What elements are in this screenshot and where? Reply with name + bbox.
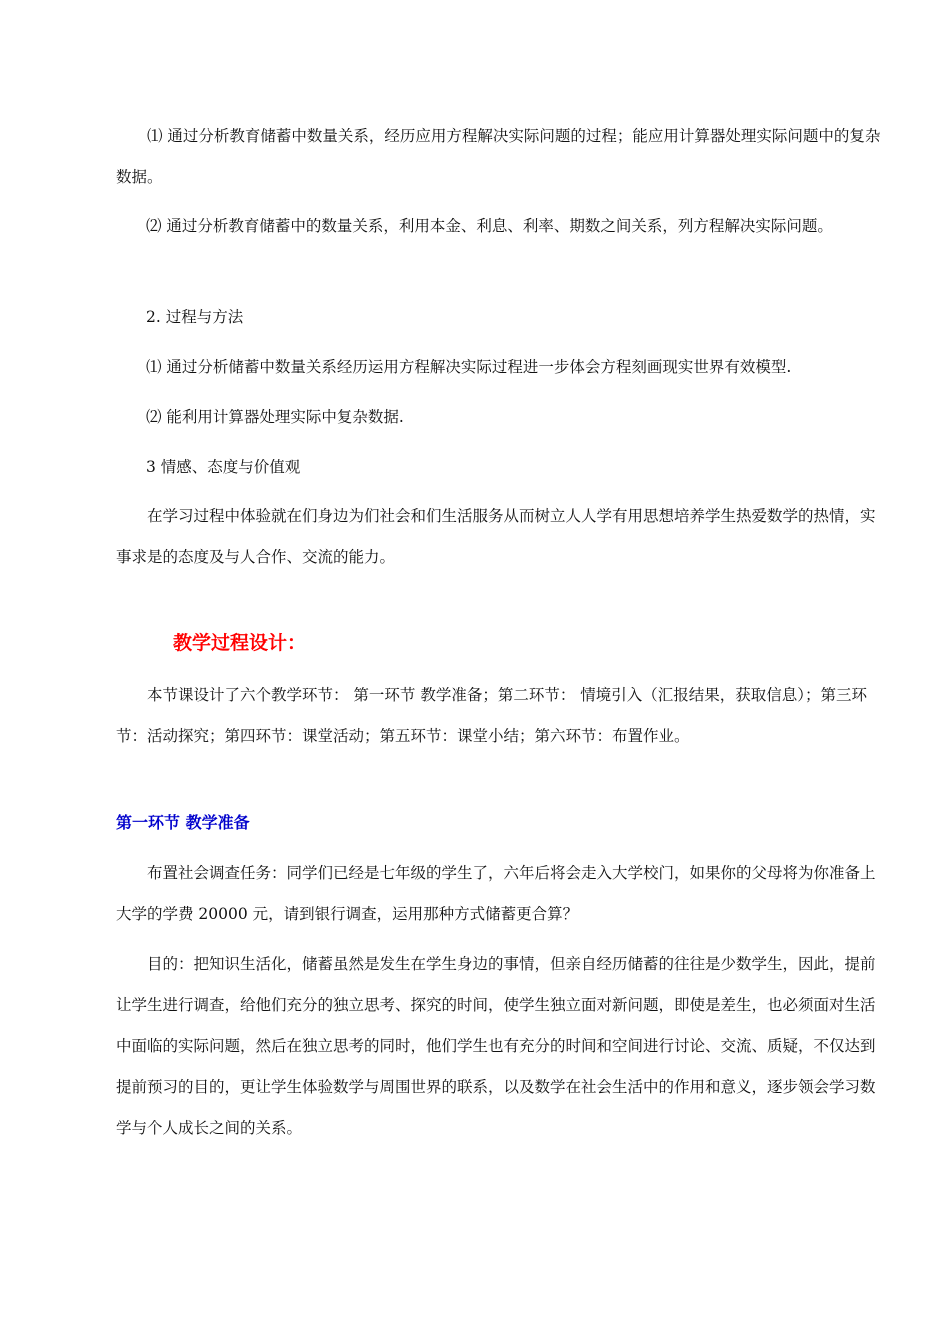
process-heading: 2. 过程与方法	[146, 308, 244, 326]
design-intro: 本节课设计了六个教学环节： 第一环节 教学准备；第二环节： 情境引入（汇报结果，获取信息）；第三环节：活动探究；第四环节：课堂活动；第五环节：课堂小结；第六环节：布置作业。	[116, 686, 868, 745]
emotion-heading: 3 情感、态度与价值观	[146, 458, 301, 476]
process-item-2: ⑵ 能利用计算器处理实际中复杂数据.	[146, 408, 404, 426]
design-title: 教学过程设计：	[173, 632, 307, 654]
emotion-text: 在学习过程中体验就在们身边为们社会和们生活服务从而树立人人学有用思想培养学生热爱数学的热情，实事求是的态度及与人合作、交流的能力。	[116, 507, 876, 566]
knowledge-item-2: ⑵ 通过分析教育储蓄中的数量关系，利用本金、利息、利率、期数之间关系，列方程解决实际问题。	[146, 217, 833, 235]
knowledge-item-1: ⑴ 通过分析教育储蓄中数量关系，经历应用方程解决实际问题的过程；能应用计算器处理实际问题中的复杂数据。	[116, 127, 881, 186]
stage1-purpose: 目的：把知识生活化，储蓄虽然是发生在学生身边的事情，但亲自经历储蓄的往往是少数学生，因此，提前让学生进行调查，给他们充分的独立思考、探究的时间，使学生独立面对新问题，即使是差生，也必须面对生活中面临的实际问题，然后在独立思考的同时，他们学生也有充分的时间和空间进行讨论、交流、质疑，不仅达到提前预习的目的，更让学生体验数学与周围世界的联系，以及数学在社会生活中的作用和意义，逐步领会学习数学与个人成长之间的关系。	[116, 955, 876, 1137]
stage1-title: 第一环节 教学准备	[116, 813, 250, 832]
stage1-task: 布置社会调查任务：同学们已经是七年级的学生了，六年后将会走入大学校门，如果你的父母将为你准备上大学的学费 20000 元，请到银行调查，运用那种方式储蓄更合算？	[116, 864, 876, 923]
process-item-1: ⑴ 通过分析储蓄中数量关系经历运用方程解决实际过程进一步体会方程刻画现实世界有效模型.	[146, 358, 792, 376]
